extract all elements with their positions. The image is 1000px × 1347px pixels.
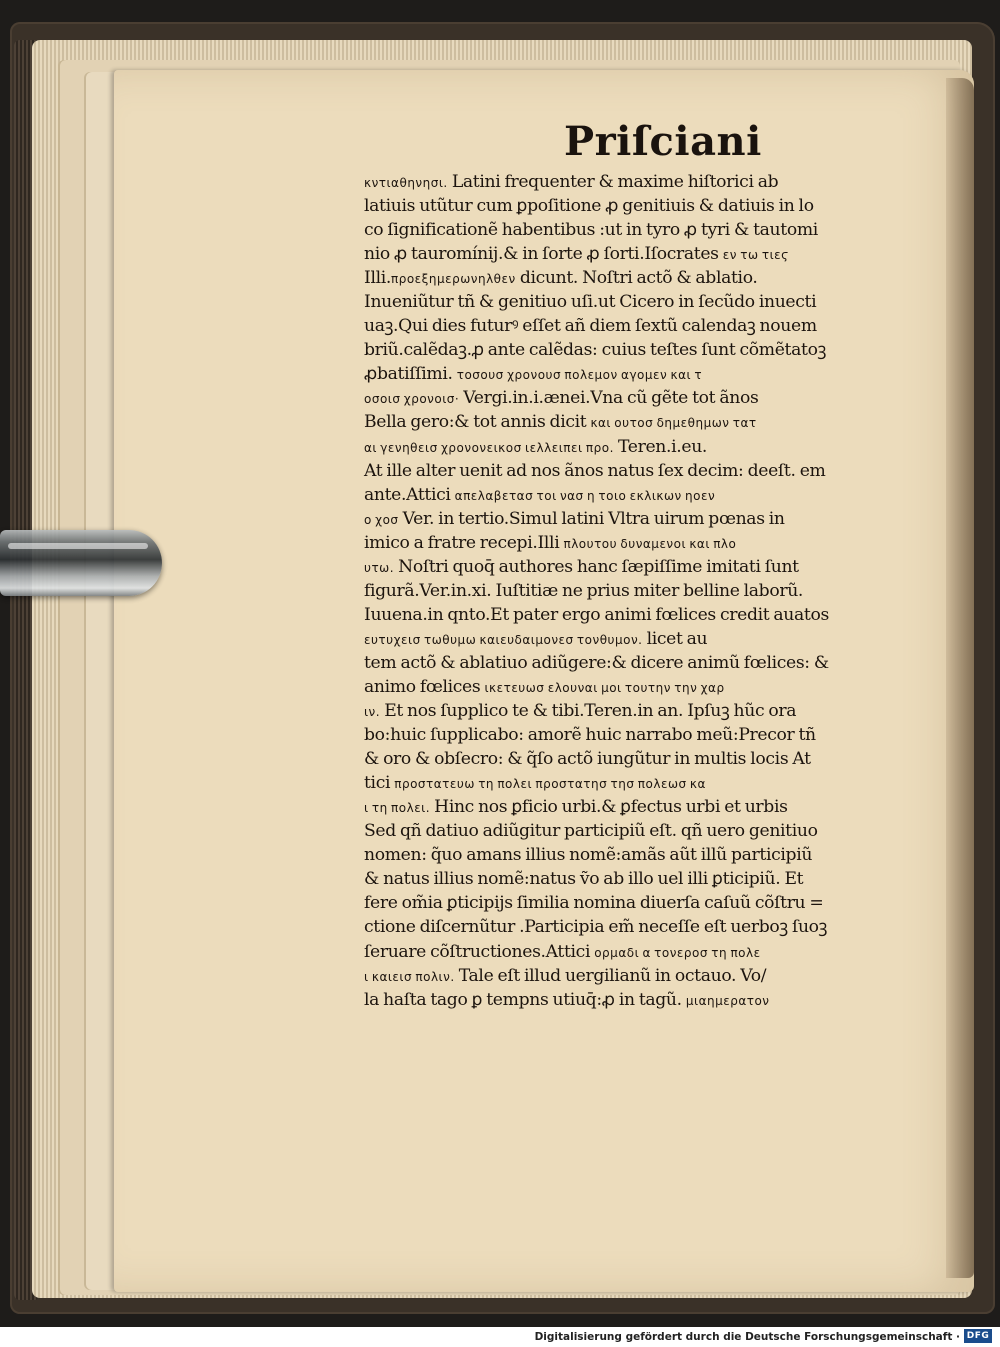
text-line bbox=[364, 627, 964, 651]
text-line bbox=[364, 843, 964, 867]
text-line bbox=[364, 964, 964, 988]
greek-text: εν τω τιεϛ bbox=[722, 248, 789, 263]
text-line bbox=[364, 675, 964, 699]
latin-text: Sed qñ datiuo adiũgitur participiũ eſt. qñ uero genitiuo bbox=[364, 821, 818, 842]
latin-text: Illi. bbox=[364, 268, 391, 289]
latin-text: dicunt. Noſtri actõ & ablatio. bbox=[515, 268, 758, 289]
latin-text: fere om̃ia ꝑticipijs ſimilia nomina diuerſa caſuũ cõſtru = bbox=[364, 893, 824, 914]
latin-text: figurã.Ver.in.xi. Iuſtitiæ ne prius miter belline laborũ. bbox=[364, 580, 804, 601]
text-line bbox=[364, 940, 964, 964]
text-line bbox=[364, 194, 964, 218]
book-page bbox=[114, 70, 974, 1292]
text-line bbox=[364, 459, 964, 483]
latin-text: uaꝫ.Qui dies futurꝰ eſſet añ diem ſextũ calendaꝫ nouem bbox=[364, 316, 817, 337]
latin-text: Bella gero:& tot annis dicit bbox=[364, 412, 591, 433]
greek-text: ι τη πολει. bbox=[364, 801, 431, 816]
latin-text: latiuis utũtur cum ꝑpoſitione ꝓ genitiuis & datiuis in lo bbox=[364, 196, 814, 217]
text-line bbox=[364, 170, 964, 194]
text-line bbox=[364, 242, 964, 266]
text-line bbox=[364, 723, 964, 747]
greek-text: τοσουσ χρονουσ πολεμον αγομεν και τ bbox=[456, 368, 703, 383]
latin-text: Iuuena.in qnto.Et pater ergo animi fœlices credit auatos bbox=[364, 604, 829, 625]
latin-text: Latini frequenter & maxime hiſtorici ab bbox=[447, 172, 779, 192]
running-head: Priſciani bbox=[564, 118, 762, 165]
greek-text: υτω. bbox=[364, 560, 395, 575]
text-line bbox=[364, 290, 964, 314]
latin-text: licet au bbox=[642, 628, 708, 649]
latin-text: nio ꝓ tauromínij.& in ſorte ꝓ ſorti.Iſocrates bbox=[364, 244, 723, 265]
latin-text: & oro & obſecro: & q̃ſo actõ iungũtur in multis locis At bbox=[364, 749, 811, 770]
latin-text: imico a fratre recepi.Illi bbox=[364, 532, 564, 553]
dfg-logo: DFG bbox=[964, 1329, 992, 1343]
latin-text: co ſignificationẽ habentibus :ut in tyro ꝓ tyri & tautomi bbox=[364, 220, 818, 241]
text-line bbox=[364, 795, 964, 819]
text-line bbox=[364, 338, 964, 362]
greek-text: προεξημερωνηλθεν bbox=[391, 272, 516, 287]
text-line bbox=[364, 867, 964, 891]
latin-text: ꝓbatiſſimi. bbox=[364, 364, 457, 385]
greek-text: πλουτου δυναμενοι και πλο bbox=[563, 536, 737, 551]
latin-text: Inueniũtur tñ & genitiuo uſi.ut Cicero in ſecũdo inuecti bbox=[364, 292, 817, 313]
latin-text: ctione diſcernũtur .Participia em̃ neceſſe eſt uerboꝫ ſuoꝫ bbox=[364, 917, 828, 938]
greek-text: ιν. bbox=[364, 705, 381, 720]
greek-text: ευτυχεισ τωθυμω καιευδαιμονεσ τονθυμον. bbox=[364, 632, 643, 647]
latin-text: Noſtri quoq̄ authores hanc ſæpiſſime imitati ſunt bbox=[394, 556, 799, 577]
latin-text: Ver. in tertio.Simul latini Vltra uirum pœnas in bbox=[398, 508, 785, 529]
text-line bbox=[364, 579, 964, 603]
text-line bbox=[364, 435, 964, 459]
text-line bbox=[364, 555, 964, 579]
greek-text: προστατευω τη πολει προστατησ τησ πολεωσ κα bbox=[394, 777, 706, 792]
text-line bbox=[364, 651, 964, 675]
digitization-credit: Digitalisierung gefördert durch die Deutsche Forschungsgemeinschaft · bbox=[534, 1331, 960, 1343]
greek-text: ι καιεισ πολιν. bbox=[364, 969, 455, 984]
latin-text: ſeruare cõſtructiones.Attici bbox=[364, 941, 595, 962]
greek-text: ικετευωσ ελουναι μοι τουτην την χαρ bbox=[484, 680, 725, 695]
latin-text: Vergi.in.i.ænei.Vna cũ gẽte tot ãnos bbox=[459, 388, 759, 409]
greek-text: και ουτοσ δημεθημων τατ bbox=[590, 416, 757, 431]
text-line bbox=[364, 603, 964, 627]
text-line bbox=[364, 266, 964, 290]
text-line bbox=[364, 891, 964, 915]
text-line bbox=[364, 531, 964, 555]
latin-text: bo:huic ſupplicabo: amorẽ huic narrabo meũ:Precor tñ bbox=[364, 725, 816, 746]
greek-text: απελαβετασ τοι νασ η τοιο εκλικων ηοεν bbox=[454, 488, 716, 503]
text-line bbox=[364, 483, 964, 507]
text-line bbox=[364, 507, 964, 531]
latin-text: Tale eſt illud uergilianũ in octauo. Vo/ bbox=[454, 965, 767, 986]
text-line bbox=[364, 747, 964, 771]
greek-text: οσοισ χρονοισ· bbox=[364, 392, 460, 407]
latin-text: briũ.calẽdaꝫ.ꝓ ante calẽdas: cuius teſtes ſunt cõmẽtatoꝫ bbox=[364, 340, 826, 361]
latin-text: tem actõ & ablatiuo adiũgere:& dicere animũ fœlices: & bbox=[364, 652, 829, 673]
latin-text: Hinc nos ꝑficio urbi.& ꝑfectus urbi et urbis bbox=[430, 797, 788, 818]
latin-text: ante.Attici bbox=[364, 484, 455, 505]
greek-text: ορμαδι α τονεροσ τη πολε bbox=[594, 945, 761, 960]
latin-text: & natus illius nomẽ:natus ṽo ab illo uel illi ꝑticipiũ. Et bbox=[364, 869, 804, 890]
page-text bbox=[364, 170, 964, 1012]
text-line bbox=[364, 314, 964, 338]
glass-weight-rod bbox=[0, 530, 162, 596]
latin-text: Et nos ſupplico te & tibi.Teren.in an. Ipſuꝫ hũc ora bbox=[380, 701, 797, 722]
text-line bbox=[364, 988, 964, 1012]
latin-text: Teren.i.eu. bbox=[613, 436, 708, 457]
greek-text: ο χοσ bbox=[364, 512, 399, 527]
greek-text: αι γενηθεισ χρονονεικοσ ιελλειπει προ. bbox=[364, 440, 614, 455]
text-line bbox=[364, 699, 964, 723]
text-line bbox=[364, 915, 964, 939]
text-line bbox=[364, 771, 964, 795]
text-line bbox=[364, 819, 964, 843]
text-line bbox=[364, 218, 964, 242]
greek-text: κντιαθηνησι. bbox=[364, 176, 448, 190]
latin-text: la haſta tago ꝑ tempns utiuq̄:ꝓ in tagũ. bbox=[364, 989, 686, 1010]
text-line bbox=[364, 410, 964, 434]
latin-text: animo fœlices bbox=[364, 676, 485, 697]
latin-text: At ille alter uenit ad nos ãnos natus ſex decim: deeſt. em bbox=[364, 460, 826, 481]
latin-text: tici bbox=[364, 773, 395, 794]
text-line bbox=[364, 362, 964, 386]
greek-text: μιαημερατον bbox=[685, 993, 770, 1008]
latin-text: nomen: q̃uo amans illius nomẽ:amãs aũt illũ participiũ bbox=[364, 845, 813, 866]
glass-rod-highlight bbox=[8, 543, 148, 549]
text-line bbox=[364, 386, 964, 410]
